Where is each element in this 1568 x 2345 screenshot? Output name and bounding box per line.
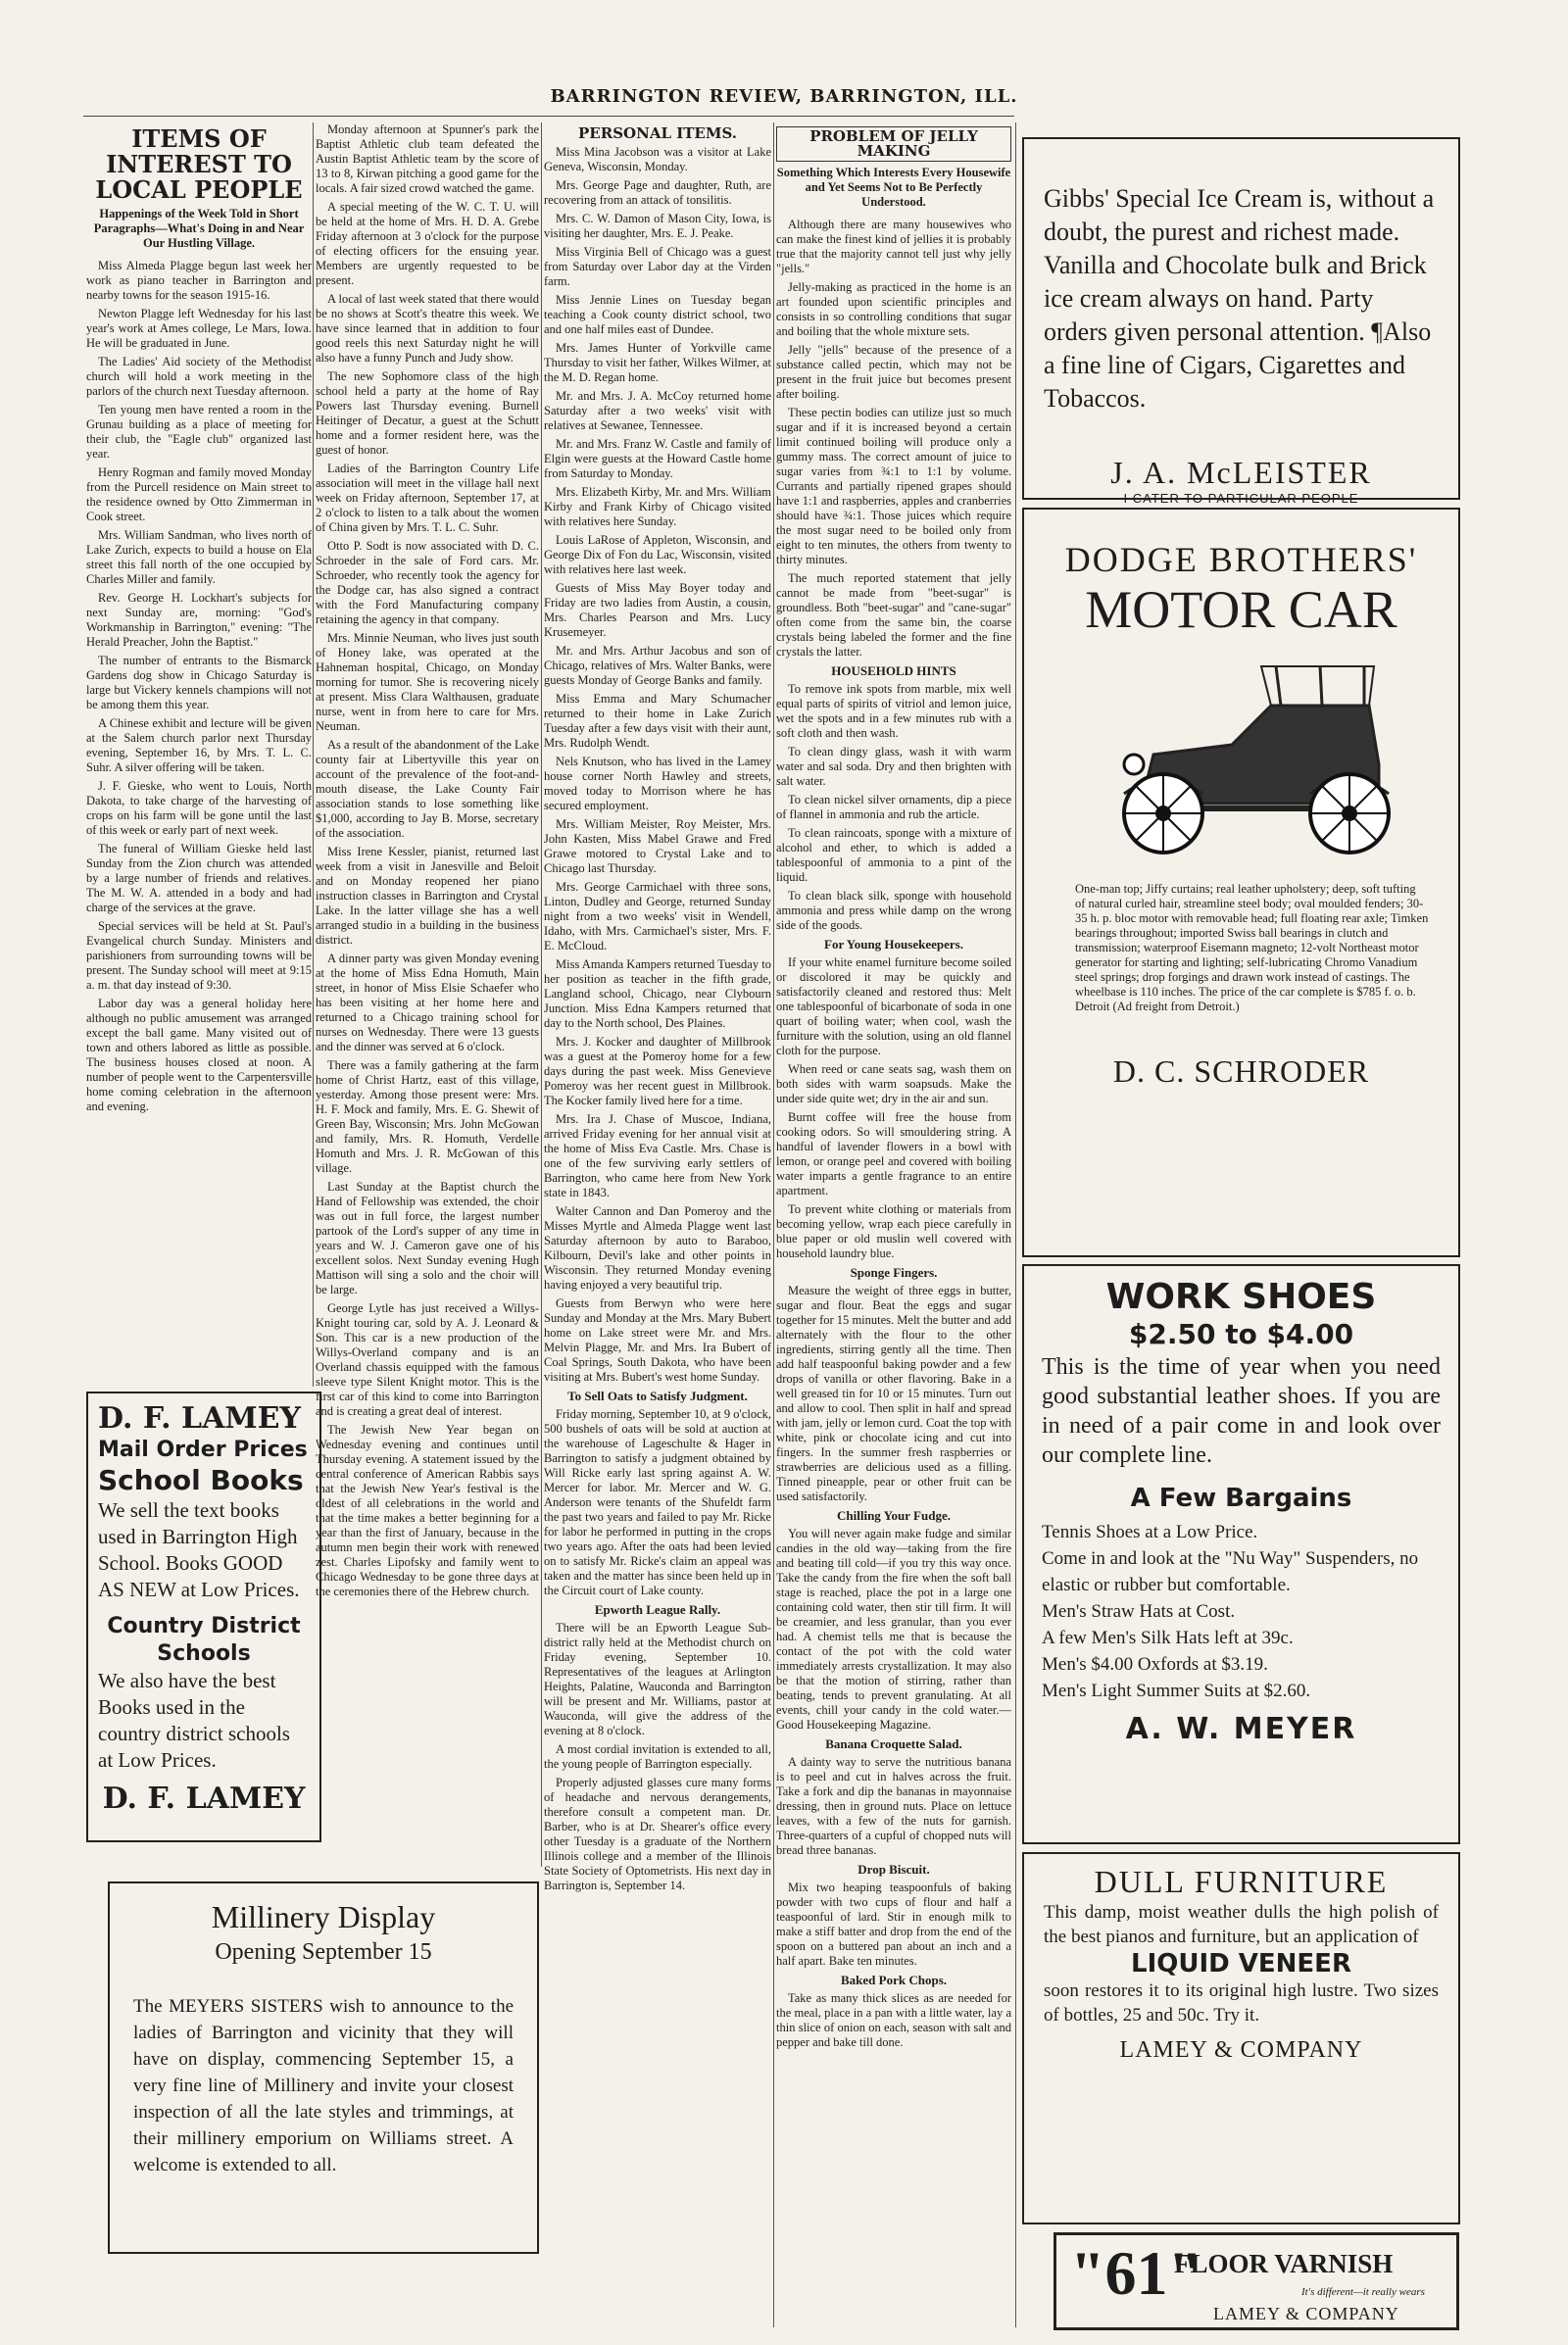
article-paragraph: Mr. and Mrs. J. A. McCoy returned home Saturday after a two weeks' visit with relatives at Sewanee, Tennessee. xyxy=(544,389,771,432)
ad-text: Gibbs' Special Ice Cream is, without a doubt, the purest and richest made. Vanilla and Chocolate bulk and Brick ice cream always on hand. Party orders given personal attention. ¶Also a fine line of Cigars, Cigarettes and Tobaccos. xyxy=(1044,184,1435,413)
ad-text: soon restores it to its original high lustre. Two sizes of bottles, 25 and 50c. Try it. xyxy=(1044,1980,1439,2026)
ad-tagline: I CATER TO PARTICULAR PEOPLE xyxy=(1123,491,1359,506)
article-paragraph: To clean dingy glass, wash it with warm water and sal soda. Dry and then brighten with salt water. xyxy=(776,745,1011,788)
ad-product: LIQUID VENEER xyxy=(1131,1949,1351,1979)
bargain-item: A few Men's Silk Hats left at 39c. xyxy=(1042,1628,1294,1648)
article-paragraph: The Ladies' Aid society of the Methodist church will hold a work meeting in the parlors of the church next Tuesday afternoon. xyxy=(86,355,312,398)
article-paragraph: Guests from Berwyn who were here Sunday and Monday at the Mrs. Mary Bubert home on Lake street were Mr. and Mrs. Melvin Plagge, Mr. and Mrs. Ira Bubert of Coal Springs, South Dakota, who have been visiting at Mrs. Bubert's west home Sunday. xyxy=(544,1296,771,1384)
section-heading: Chilling Your Fudge. xyxy=(837,1508,951,1523)
article-paragraph: George Lytle has just received a Willys-Knight touring car, sold by A. J. Leonard & Son. This car is a new production of the Willys-Overland company and is an Overland chassis equipped with the famous sleeve type Silent Knight motor. This is the first car of this kind to come into Barrington and is creating a great deal of interest. xyxy=(316,1301,539,1418)
subheadline: Something Which Interests Every Housewife and Yet Seems Not to Be Perfectly Understood. xyxy=(776,166,1011,209)
article-paragraph: Guests of Miss May Boyer today and Friday are two ladies from Austin, a cousin, Mrs. Charles Pearson and Mrs. Lucy Krusemeyer. xyxy=(544,581,771,639)
section-heading: To Sell Oats to Satisfy Judgment. xyxy=(567,1389,748,1403)
article-paragraph: Nels Knutson, who has lived in the Lamey house corner North Hawley and streets, moved today to Morrison where he has secured employment. xyxy=(544,755,771,812)
article-paragraph: There will be an Epworth League Sub-district rally held at the Methodist church on Friday evening, September 10. Representatives of the leagues at Arlington Heights, Palatine, Wauconda and Barrington will be present and Mr. Williams, pastor at Wauconda, will give the address of the evening at 8 o'clock. xyxy=(544,1621,771,1737)
subheadline: Happenings of the Week Told in Short Paragraphs—What's Doing in and Near Our Hustling Village. xyxy=(93,207,305,250)
section-heading: Baked Pork Chops. xyxy=(841,1973,947,1987)
article-paragraph: Walter Cannon and Dan Pomeroy and the Misses Myrtle and Almeda Plagge went last Saturday afternoon by auto to Baraboo, Kilbourn, Devil's lake and other points in Wisconsin. They returned Monday evening having enjoyed a very beautiful trip. xyxy=(544,1204,771,1292)
personal-items-body xyxy=(544,145,771,1385)
article-paragraph: Miss Emma and Mary Schumacher returned to their home in Lake Zurich Tuesday after a few days visit with their aunt, Mrs. Rudolph Wendt. xyxy=(544,692,771,750)
article-paragraph: Mrs. George Carmichael with three sons, Linton, Dudley and George, returned Sunday night from a two weeks' visit in Wendell, Idaho, with Mrs. Carmichael's sister, Mrs. F. E. McCloud. xyxy=(544,880,771,953)
local-news-body xyxy=(316,122,539,1599)
bargain-item: Come in and look at the "Nu Way" Suspenders, no elastic or rubber but comfortable. xyxy=(1042,1548,1419,1595)
ad-title: FLOOR VARNISH xyxy=(1174,2249,1394,2278)
ad-gibbs-ice-cream xyxy=(1022,137,1460,506)
section-heading: For Young Housekeepers. xyxy=(824,937,963,952)
jelly-body xyxy=(776,218,1011,660)
article-paragraph: Jelly "jells" because of the presence of a substance called pectin, which may not be present in the fruit juice but becomes present after boiling. xyxy=(776,343,1011,401)
article-paragraph: A dainty way to serve the nutritious banana is to peel and cut in halves across the fruit. Take a fork and dip the bananas in mayonnaise dressing, then in ground nuts. Place on lettuce leaves, with a few of the nuts for garnish. Three-quarters of a cupful of chopped nuts will bread three bananas. xyxy=(776,1755,1011,1857)
article-paragraph: Miss Virginia Bell of Chicago was a guest from Saturday over Labor day at the Virden farm. xyxy=(544,245,771,288)
household-hints-body xyxy=(776,682,1011,933)
ad-61-floor-varnish xyxy=(1054,2232,1459,2330)
ad-subtitle: A Few Bargains xyxy=(1130,1484,1352,1513)
article-paragraph: Miss Mina Jacobson was a visitor at Lake Geneva, Wisconsin, Monday. xyxy=(544,145,771,173)
article-paragraph: Rev. George H. Lockhart's subjects for next Sunday are, morning: "God's Workmanship in Barrington," evening: "The Herald Preacher, John the Baptist." xyxy=(86,591,312,649)
article-paragraph: Mrs. C. W. Damon of Mason City, Iowa, is visiting her daughter, Mrs. E. J. Peake. xyxy=(544,212,771,240)
section-heading: Banana Croquette Salad. xyxy=(825,1736,962,1751)
column-local-items xyxy=(86,122,312,1426)
ad-work-shoes xyxy=(1022,1264,1460,1844)
article-paragraph: The much reported statement that jelly cannot be made from "beet-sugar" is groundless. Both "beet-sugar" and "cane-sugar" often come from the same bin, the coarse crystals being labeled the former and the fine crystals the latter. xyxy=(776,571,1011,659)
article-paragraph: Mrs. William Sandman, who lives north of Lake Zurich, expects to build a house on Ela street this fall north of the one occupied by Charles Miller and family. xyxy=(86,528,312,586)
section-heading: Epworth League Rally. xyxy=(594,1602,721,1617)
article-paragraph: Jelly-making as practiced in the home is an art founded upon scientific principles and consists in so controlling conditions that sugar and boiling that the whole mixture sets. xyxy=(776,280,1011,338)
ad-name: D. F. LAMEY xyxy=(98,1401,301,1436)
ad-dealer: D. C. SCHRODER xyxy=(1112,1053,1370,1089)
article-paragraph: Miss Amanda Kampers returned Tuesday to her position as teacher in the fifth grade, Langland school, Chicago, near Clybourn Junction. Miss Edna Kampers returned that day to the North school, Des Plaines. xyxy=(544,957,771,1030)
article-paragraph: Mr. and Mrs. Franz W. Castle and family of Elgin were guests at the Howard Castle home from Saturday to Monday. xyxy=(544,437,771,480)
article-paragraph: Friday morning, September 10, at 9 o'clock, 500 bushels of oats will be sold at auction at the warehouse of Lageschulte & Hager in Barrington to satisfy a judgment obtained by Will Ricke early last spring against A. W. Mercer for labor. Mr. Mercer and W. G. Anderson were tenants of the Shufeldt farm the past two years and failed to pay Mr. Ricke for labor he performed in putting in the crops two years ago. After the oats had been levied on to satisfy Mr. Ricke's claim an appeal was taken and the matter has since been held up in the Circuit court of Lake county. xyxy=(544,1407,771,1597)
article-paragraph: There was a family gathering at the farm home of Christ Hartz, east of this village, yesterday. Among those present were: Mrs. H. F. Mock and family, Mrs. E. G. Shewit of Green Bay, Wisconsin; Mrs. John McGowan and family, Mrs. R. Homuth, Verdelle Homuth and Mrs. J. R. McGowan of this village. xyxy=(316,1058,539,1175)
ad-title: Millinery Display xyxy=(211,1899,436,1934)
ad-subtitle: Opening September 15 xyxy=(215,1939,432,1965)
article-paragraph: Louis LaRose of Appleton, Wisconsin, and George Dix of Fon du Lac, Wisconsin, visited with relatives here last week. xyxy=(544,533,771,576)
article-paragraph: To clean nickel silver ornaments, dip a piece of flannel in ammonia and rub the article. xyxy=(776,793,1011,821)
ad-line: Country District Schools xyxy=(107,1614,301,1666)
article-paragraph: The number of entrants to the Bismarck Gardens dog show in Chicago Saturday is large but Vickery kennels champions will not be among them this year. xyxy=(86,654,312,711)
article-paragraph: The new Sophomore class of the high school held a party at the home of Ray Powers last Thursday evening. Burnell Heitinger of Decatur, a guest at the Schutt home and a former resident here, was the guest of honor. xyxy=(316,369,539,457)
ad-millinery xyxy=(108,1881,539,2254)
article-paragraph: Monday afternoon at Spunner's park the Baptist Athletic club team defeated the Austin Baptist Athletic team by the score of 13 to 8, Kirwan pitching a good game for the locals. A fair sized crowd watched the game. xyxy=(316,122,539,195)
bargain-item: Tennis Shoes at a Low Price. xyxy=(1042,1522,1258,1542)
article-paragraph: Newton Plagge left Wednesday for his last year's work at Ames college, Le Mars, Iowa. He will be graduated in June. xyxy=(86,307,312,350)
article-paragraph: Otto P. Sodt is now associated with D. C. Schroeder in the sale of Ford cars. Mr. Schroeder, who recently took the agency for the Dodge car, has also signed a contract with the Ford Manufacturing company retaining the agency in that company. xyxy=(316,539,539,626)
bargain-list xyxy=(1042,1519,1441,1704)
column-local-news xyxy=(316,122,539,1808)
ad-price: $2.50 to $4.00 xyxy=(1128,1318,1354,1350)
article-paragraph: Last Sunday at the Baptist church the Hand of Fellowship was extended, the choir was out in full force, the largest number partook of the Lord's supper of any time in years and W. J. Cameron gave one of his excellent solos. Next Sunday evening Hugh Mattison will sing a solo and the choir will be large. xyxy=(316,1180,539,1296)
bargain-item: Men's $4.00 Oxfords at $3.19. xyxy=(1042,1654,1268,1675)
article-paragraph: Mix two heaping teaspoonfuls of baking powder with two cups of flour and half a teaspoonful of lard. Stir in enough milk to make a stiff batter and drop from the end of the spoon on a buttered pan about an inch and a half apart. Bake ten minutes. xyxy=(776,1881,1011,1968)
column-rule xyxy=(1015,122,1016,2327)
top-rule xyxy=(83,116,1014,117)
section-heading: Sponge Fingers. xyxy=(850,1265,938,1280)
article-paragraph: Miss Jennie Lines on Tuesday began teaching a Cook county district school, two and one half miles east of Dundee. xyxy=(544,293,771,336)
young-housekeepers-body xyxy=(776,955,1011,1261)
ad-dodge-brothers xyxy=(1022,508,1460,1257)
article-paragraph: Miss Almeda Plagge begun last week her work as piano teacher in Barrington and nearby towns for the season 1915-16. xyxy=(86,259,312,302)
ad-text: This damp, moist weather dulls the high polish of the best pianos and furniture, but an application of xyxy=(1044,1902,1439,1947)
article-paragraph: You will never again make fudge and similar candies in the old way—taking from the fire and beating till cold—if you try this way once. Take the candy from the fire when the soft ball stage is reached, place the pot in a large one containing cold water, then stir till firm. It will be creamier, and less granular, than you ever had. A chemist tells me that is because the contact of the pot with the cold water immediately arrests crystallization. It may also be that the motion of stirring, rather than beating, tends to prevent granulating. At all events, chill your candy in the cold water.—Good Housekeeping Magazine. xyxy=(776,1527,1011,1732)
epworth-body xyxy=(544,1621,771,1893)
article-paragraph: Mrs. William Meister, Roy Meister, Mrs. John Kasten, Miss Mabel Grawe and Fred Grawe motored to Crystal Lake and to Chicago last Thursday. xyxy=(544,817,771,875)
article-paragraph: The funeral of William Gieske held last Sunday from the Zion church was attended by a large number of friends and relatives. The M. W. A. attended in a body and had charge of the services at the grave. xyxy=(86,842,312,914)
masthead: BARRINGTON REVIEW, BARRINGTON, ILL. xyxy=(550,86,1018,107)
column-rule xyxy=(541,122,542,1867)
article-paragraph: Mr. and Mrs. Arthur Jacobus and son of Chicago, relatives of Mrs. Walter Banks, were guests Monday of George Banks and family. xyxy=(544,644,771,687)
article-paragraph: Mrs. Elizabeth Kirby, Mr. and Mrs. William Kirby and Frank Kirby of Chicago visited with relatives here Sunday. xyxy=(544,485,771,528)
headline-items-of-interest: ITEMS OF INTEREST TO LOCAL PEOPLE xyxy=(95,124,303,204)
article-paragraph: A most cordial invitation is extended to all, the young people of Barrington especially. xyxy=(544,1742,771,1771)
ad-line: Mail Order Prices xyxy=(98,1438,308,1462)
car-illustration xyxy=(1085,647,1398,872)
article-paragraph: Labor day was a general holiday here although no public amusement was arranged except the ball game. Many visited out of town and others labored as little as possible. The business houses closed at noon. A number of people went to the Carpentersville home coming celebration in the afternoon and evening. xyxy=(86,997,312,1113)
article-paragraph: Ten young men have rented a room in the Grunau building as a place of meeting for their club, the "Eagle club" organized last year. xyxy=(86,403,312,461)
article-paragraph: Ladies of the Barrington Country Life association will meet in the village hall next week on Friday afternoon, September 17, at 2 o'clock to listen to a talk about the women of China given by Mrs. T. L. C. Suhr. xyxy=(316,462,539,534)
ad-line: School Books xyxy=(98,1464,304,1496)
article-paragraph: Henry Rogman and family moved Monday from the Purcell residence on Main street to the residence owned by Otto Zimmerman in Cook street. xyxy=(86,465,312,523)
article-paragraph: Measure the weight of three eggs in butter, sugar and flour. Beat the eggs and sugar together for 15 minutes. Melt the butter and add alternately with the flour to the other ingredients, stirring gently all the time. Then add half teaspoonful baking powder and a few drops of vanilla or other flavoring. Bake in a well greased tin for 10 or 15 minutes. Turn out and allow to cool. Then split in half and spread with jam, jelly or lemon curd. Coat the top with white, pink or chocolate icing and cut into fingers. In the summer fresh raspberries or strawberries are delicious used as a filling. Tinned pineapple, pear or other fruit can be used satisfactorily. xyxy=(776,1284,1011,1503)
article-paragraph: A special meeting of the W. C. T. U. will be held at the home of Mrs. H. D. A. Grebe Friday afternoon at 3 o'clock for the purpose of electing officers for the ensuing year. Members are urgently requested to be present. xyxy=(316,200,539,287)
article-paragraph: A Chinese exhibit and lecture will be given at the Salem church parlor next Thursday evening, September 16, by Mrs. T. L. C. Suhr. A silver offering will be taken. xyxy=(86,716,312,774)
headline-personal-items: PERSONAL ITEMS. xyxy=(578,124,737,142)
column-personal-items xyxy=(544,122,771,2337)
ad-name: A. W. MEYER xyxy=(1125,1712,1357,1746)
ad-name: LAMEY & COMPANY xyxy=(1119,2037,1363,2063)
ad-title: MOTOR CAR xyxy=(1085,580,1397,639)
article-paragraph: Mrs. Minnie Neuman, who lives just south of Honey lake, was operated at the Hahneman hospital, Chicago, on Monday morning for tumor. She is recovering nicely at present. Miss Clara Walthausen, graduate nurse, went in from here to care for Mrs. Neuman. xyxy=(316,631,539,733)
ad-title: DULL FURNITURE xyxy=(1094,1864,1389,1899)
bargain-item: Men's Straw Hats at Cost. xyxy=(1042,1601,1236,1622)
article-paragraph: Miss Irene Kessler, pianist, returned last week from a visit in Janesville and Beloit and on Monday reopened her piano instruction classes in Barrington and Crystal Lake. In the latter village she has a well arranged studio in a building in the business district. xyxy=(316,845,539,947)
ad-text: The MEYERS SISTERS wish to announce to the ladies of Barrington and vicinity that they will have on display, commencing September 15, a very fine line of Millinery and invite your closest inspection of all the late styles and trimmings, at their millinery emporium on Williams street. A welcome is extended to all. xyxy=(133,1996,514,2175)
article-paragraph: Mrs. Ira J. Chase of Muscoe, Indiana, arrived Friday evening for her annual visit at the home of Miss Eva Castle. Mrs. Chase is one of the few surviving early settlers of Barrington, who came here from New York state in 1843. xyxy=(544,1112,771,1199)
section-heading: HOUSEHOLD HINTS xyxy=(831,663,956,678)
article-paragraph: Properly adjusted glasses cure many forms of headache and nervous derangements, therefore consult a competent man. Dr. Barber, who is at Dr. Shearer's office every other Tuesday is a graduate of the Northern Illinois college and a member of the Illinois State Society of Optometrists. His next day in Barrington is, September 14. xyxy=(544,1776,771,1892)
local-items-body xyxy=(86,259,312,1114)
article-paragraph: As a result of the abandonment of the Lake county fair at Libertyville this year on account of the prevalence of the foot-and-mouth disease, the Lake County Fair association stands to lose something like $1,000, according to Jay B. Morse, secretary of the association. xyxy=(316,738,539,840)
article-paragraph: Burnt coffee will free the house from cooking odors. So will smouldering string. A handful of lavender flowers in a bowl with lemon, or orange peel and covered with boiling water imparts a gentle fragrance to an entire apartment. xyxy=(776,1110,1011,1197)
article-paragraph: To remove ink spots from marble, mix well equal parts of spirits of vitriol and lemon juice, wet the spots and in a few minutes rub with a soft cloth and then wash. xyxy=(776,682,1011,740)
ad-lamey-school-books xyxy=(86,1392,321,1842)
ad-title: WORK SHOES xyxy=(1105,1277,1377,1317)
ad-dull-furniture xyxy=(1022,1852,1460,2224)
article-paragraph: To clean raincoats, sponge with a mixture of alcohol and ether, to which is added a tablespoonful of ammonia to a pint of the liquid. xyxy=(776,826,1011,884)
article-paragraph: Mrs. J. Kocker and daughter of Millbrook was a guest at the Pomeroy home for a few days during the past week. Miss Genevieve Pomeroy was her recent guest in Millbrook. The Kocker family lived here for a time. xyxy=(544,1035,771,1107)
article-paragraph: Although there are many housewives who can make the finest kind of jellies it is probably true that the majority cannot tell just why jelly "jells." xyxy=(776,218,1011,275)
article-paragraph: If your white enamel furniture become soiled or discolored it may be quickly and satisfactorily cleaned and restored thus: Melt one tablespoonful of bicarbonate of soda in one quart of boiling water; when cool, wash the furniture with the solution, using an old flannel cloth for the purpose. xyxy=(776,955,1011,1057)
headline-jelly-making: PROBLEM OF JELLY MAKING xyxy=(776,126,1011,162)
article-paragraph: To prevent white clothing or materials from becoming yellow, wrap each piece carefully in blue paper or old muslin well covered with household laundry blue. xyxy=(776,1202,1011,1260)
ad-name: LAMEY & COMPANY xyxy=(1213,2304,1399,2323)
article-paragraph: Mrs. George Page and daughter, Ruth, are recovering from an attack of tonsilitis. xyxy=(544,178,771,207)
column-jelly-making xyxy=(776,122,1011,2337)
article-paragraph: A dinner party was given Monday evening at the home of Miss Edna Homuth, Main street, in honor of Miss Elsie Schaefer who has been visiting at her home here and returned to a Chicago training school for nurses on Wednesday. There were 13 guests and the dinner was served at 6 o'clock. xyxy=(316,952,539,1053)
article-paragraph: The Jewish New Year began on Wednesday evening and continues until Thursday evening. A statement issued by the central conference of American Rabbis says that the Jewish New Year's festival is the oldest of all celebrations in the world and that the time makes a better beginning for a year than the first of January, because in the autumn men begin their work with renewed zest. Charles Lipofsky and family went to Chicago Wednesday to be gone three days at the ceremonies there of the Hebrew church. xyxy=(316,1423,539,1598)
article-paragraph: A local of last week stated that there would be no shows at Scott's theatre this week. We have since learned that in addition to four good reels this next Saturday night he will also have a funny Punch and Judy show. xyxy=(316,292,539,365)
article-paragraph: Mrs. James Hunter of Yorkville came Thursday to visit her father, Wilkes Wilmer, at the M. D. Regan home. xyxy=(544,341,771,384)
article-paragraph: Special services will be held at St. Paul's Evangelical church Sunday. Ministers and parishioners from surrounding towns will be present. The Sunday school will meet at 9:15 a. m. that day instead of 9:30. xyxy=(86,919,312,992)
ad-title: DODGE BROTHERS' xyxy=(1064,540,1418,579)
ad-slogan: It's different—it really wears xyxy=(1301,2286,1425,2298)
article-paragraph: J. F. Gieske, who went to Louis, North Dakota, to take charge of the harvesting of crops on his farm will be gone until the last of this week or early part of next week. xyxy=(86,779,312,837)
ad-specifications: One-man top; Jiffy curtains; real leather upholstery; deep, soft tufting of natural curled hair, streamline steel body; oval moulded fenders; 30-35 h. p. bloc motor with removable head; full floating rear axle; Timken bearings throughout; imported Swiss ball bearings in clutch and transmission; waterproof Eisemann magneto; 12-volt Northeast motor generator for starting and lighting; self-lubricating Chromo Vanadium steel springs; drop forgings and drawn work instead of castings. The wheelbase is 110 inches. The price of the car complete is $785 f. o. b. Detroit (Ad freight from Detroit.) xyxy=(1075,882,1429,1013)
ad-name: D. F. LAMEY xyxy=(102,1782,306,1816)
column-rule xyxy=(773,122,774,2327)
ad-number: "61" xyxy=(1070,2238,1203,2308)
bargain-item: Men's Light Summer Suits at $2.60. xyxy=(1042,1681,1311,1701)
ad-name: J. A. McLEISTER xyxy=(1110,455,1372,490)
ad-text: This is the time of year when you need good substantial leather shoes. If you are in need of a pair come in and look over our complete line. xyxy=(1042,1354,1441,1468)
article-paragraph: To clean black silk, sponge with household ammonia and press while damp on the wrong side of the goods. xyxy=(776,889,1011,932)
article-paragraph: When reed or cane seats sag, wash them on both sides with warm soapsuds. Make the under side quite wet; dry in the air and sun. xyxy=(776,1062,1011,1105)
section-heading: Drop Biscuit. xyxy=(858,1862,930,1877)
ad-text: We also have the best Books used in the country district schools at Low Prices. xyxy=(98,1669,290,1772)
article-paragraph: Take as many thick slices as are needed for the meal, place in a pan with a little water, lay a thin slice of onion on each, season with salt and pepper and bake till done. xyxy=(776,1991,1011,2049)
column-rule xyxy=(313,122,314,1387)
article-paragraph: These pectin bodies can utilize just so much sugar and if it is increased beyond a certain limit continued boiling will produce only a gummy mass. The correct amount of juice to sugar varies from ¾:1 to 1:1 by volume. Currants and partially ripened grapes should have 1:1 and raspberries, apples and cranberries should have ¾:1. Those juices which require the most sugar need to be boiled only from eight to ten minutes, the others from twenty to thirty minutes. xyxy=(776,406,1011,566)
ad-text: We sell the text books used in Barrington High School. Books GOOD AS NEW at Low Prices. xyxy=(98,1498,300,1601)
